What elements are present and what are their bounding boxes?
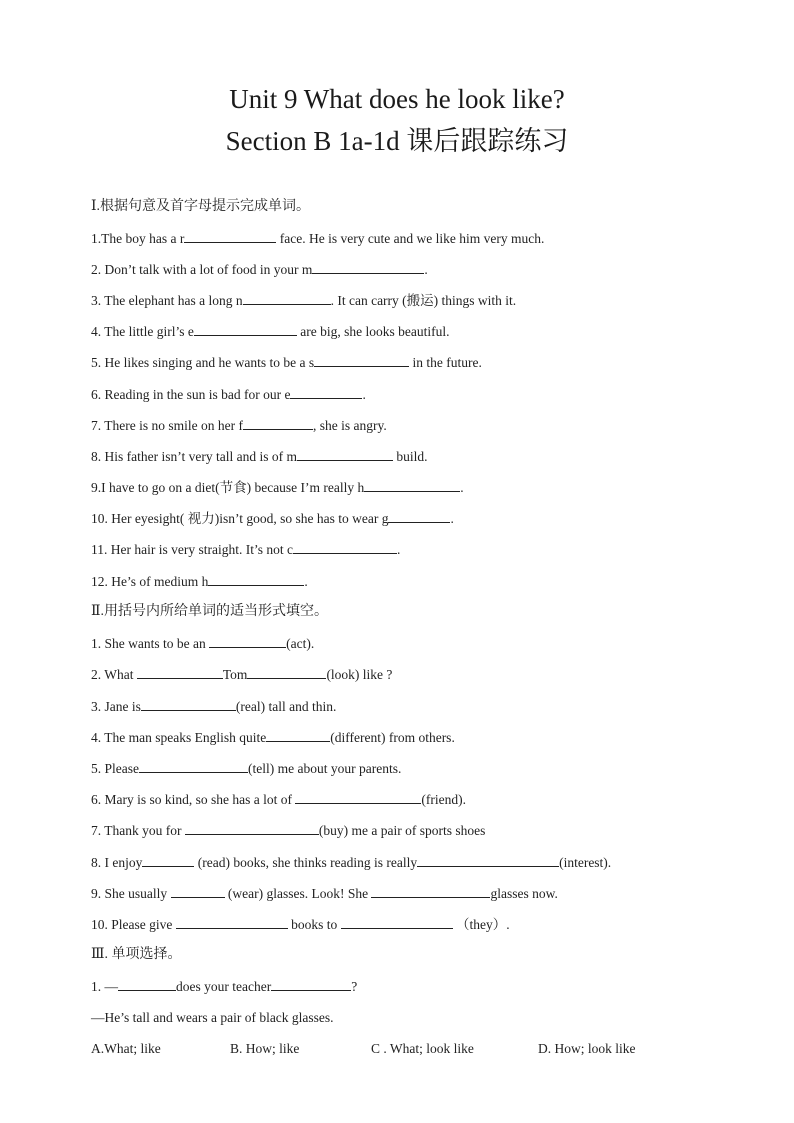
s2-item-1-hint: (act). — [286, 636, 315, 651]
s2-item-3-text: 3. Jane is — [91, 699, 141, 714]
s1-item-12-pre: 12. He’s of medium h — [91, 574, 209, 589]
answer-blank[interactable] — [185, 821, 319, 835]
answer-blank[interactable] — [341, 915, 453, 929]
answer-blank[interactable] — [295, 790, 421, 804]
s2-item-10-hint: （they）. — [452, 917, 510, 932]
s2-item-4 — [91, 728, 455, 747]
s1-item-8 — [91, 447, 427, 466]
s2-item-7 — [91, 821, 485, 840]
section-3-heading: Ⅲ. 单项选择。 — [91, 947, 182, 962]
s2-item-3-hint: (real) tall and thin. — [235, 699, 337, 714]
answer-blank[interactable] — [141, 697, 236, 711]
answer-blank[interactable] — [271, 977, 351, 991]
s2-item-4-hint: (different) from others. — [330, 730, 455, 745]
s1-item-8-post: build. — [392, 449, 428, 464]
s2-item-2-text-mid: Tom — [222, 667, 248, 682]
s2-item-5 — [91, 759, 401, 778]
answer-blank[interactable] — [312, 260, 424, 274]
answer-blank[interactable] — [176, 915, 288, 929]
s1-item-7-post: , she is angry. — [312, 418, 387, 433]
s2-item-6-hint: (friend). — [421, 792, 466, 807]
s2-item-6-text: 6. Mary is so kind, so she has a lot of — [91, 792, 296, 807]
s1-item-5-pre: 5. He likes singing and he wants to be a s — [91, 355, 315, 370]
answer-blank[interactable] — [293, 540, 397, 554]
s2-item-7-text: 7. Thank you for — [91, 823, 185, 838]
s2-item-8-text: 8. I enjoy — [91, 855, 143, 870]
answer-blank[interactable] — [208, 572, 304, 586]
s2-item-5-text: 5. Please — [91, 761, 139, 776]
answer-blank[interactable] — [184, 229, 276, 243]
answer-blank[interactable] — [243, 416, 313, 430]
s1-item-7-pre: 7. There is no smile on her f — [91, 418, 243, 433]
answer-blank[interactable] — [139, 759, 248, 773]
s1-item-4 — [91, 322, 449, 341]
s1-item-1-post: face. He is very cute and we like him very much. — [276, 231, 545, 246]
answer-blank[interactable] — [171, 884, 225, 898]
title-line-1: Unit 9 What does he look like? — [229, 84, 565, 114]
s2-item-10-text-mid: books to — [287, 917, 341, 932]
s2-item-2-hint: (look) like ? — [326, 667, 393, 682]
s1-item-10 — [91, 509, 454, 528]
s2-item-10-text: 10. Please give — [91, 917, 176, 932]
option-b[interactable]: B. How; like — [230, 1041, 300, 1056]
s2-item-9 — [91, 884, 558, 903]
s1-item-11-pre: 11. Her hair is very straight. It’s not c — [91, 542, 293, 557]
s2-item-2 — [91, 665, 392, 684]
s1-item-1 — [91, 229, 544, 248]
section-1-heading: Ⅰ.根据句意及首字母提示完成单词。 — [91, 199, 311, 214]
title-line-2: Section B 1a-1d 课后跟踪练习 — [225, 126, 569, 156]
s1-item-6-post: . — [362, 387, 366, 402]
s2-item-1 — [91, 634, 314, 653]
s1-item-4-post: are big, she looks beautiful. — [296, 324, 450, 339]
option-c[interactable]: C . What; look like — [371, 1041, 474, 1056]
s1-item-9 — [91, 478, 464, 497]
s2-item-10 — [91, 915, 510, 934]
s1-item-2 — [91, 260, 428, 279]
s2-item-1-text: 1. She wants to be an — [91, 636, 210, 651]
answer-blank[interactable] — [417, 853, 559, 867]
s2-item-3 — [91, 697, 336, 716]
s1-item-4-pre: 4. The little girl’s e — [91, 324, 194, 339]
s1-item-11-post: . — [396, 542, 401, 557]
answer-blank[interactable] — [266, 728, 330, 742]
s1-item-10-pre: 10. Her eyesight( 视力)isn’t good, so she has to wear g — [91, 511, 389, 526]
s2-item-4-text: 4. The man speaks English quite — [91, 730, 267, 745]
s3-question-1 — [91, 977, 357, 996]
s2-item-8-hint: (interest). — [559, 855, 612, 870]
answer-blank[interactable] — [290, 385, 362, 399]
s1-item-7 — [91, 416, 387, 435]
s1-item-9-post: . — [460, 480, 464, 495]
s1-item-3-post: . It can carry (搬运) things with it. — [330, 293, 517, 308]
s1-item-12-post: . — [304, 574, 308, 589]
s1-item-9-pre: 9.I have to go on a diet(节食) because I’m really h — [91, 480, 365, 495]
answer-blank[interactable] — [243, 291, 331, 305]
s3-question-end: ? — [351, 979, 358, 994]
s3-question-text-mid: does your teacher — [176, 979, 272, 994]
s1-item-5-post: in the future. — [409, 355, 482, 370]
s1-item-3 — [91, 291, 516, 310]
section-2-heading: Ⅱ.用括号内所给单词的适当形式填空。 — [91, 604, 329, 619]
answer-blank[interactable] — [118, 977, 176, 991]
answer-blank[interactable] — [314, 353, 409, 367]
s1-item-11 — [91, 540, 400, 559]
option-d[interactable]: D. How; look like — [538, 1041, 636, 1056]
s2-item-7-hint: (buy) me a pair of sports shoes — [318, 823, 486, 838]
s1-item-8-pre: 8. His father isn’t very tall and is of m — [91, 449, 297, 464]
s1-item-5 — [91, 353, 482, 372]
answer-blank[interactable] — [137, 665, 223, 679]
s1-item-6 — [91, 385, 366, 404]
answer-blank[interactable] — [142, 853, 194, 867]
s2-item-8 — [91, 853, 611, 872]
answer-blank[interactable] — [364, 478, 460, 492]
s1-item-12 — [91, 572, 308, 591]
s2-item-5-hint: (tell) me about your parents. — [248, 761, 402, 776]
s1-item-1-pre: 1.The boy has a r — [91, 231, 185, 246]
answer-blank[interactable] — [388, 509, 450, 523]
answer-blank[interactable] — [297, 447, 393, 461]
s3-answer-line: —He’s tall and wears a pair of black glasses. — [91, 1010, 334, 1025]
option-a[interactable]: A.What; like — [91, 1041, 161, 1056]
s2-item-6 — [91, 790, 466, 809]
s1-item-3-pre: 3. The elephant has a long n — [91, 293, 243, 308]
s2-item-9-end: glasses now. — [490, 886, 558, 901]
s2-item-9-text-mid: (wear) glasses. Look! She — [224, 886, 372, 901]
s2-item-2-text: 2. What — [91, 667, 137, 682]
answer-blank[interactable] — [194, 322, 297, 336]
s1-item-2-post: . — [424, 262, 428, 277]
s1-item-10-post: . — [450, 511, 454, 526]
answer-blank[interactable] — [209, 634, 286, 648]
s1-item-2-pre: 2. Don’t talk with a lot of food in your m — [91, 262, 313, 277]
s2-item-8-text-mid: (read) books, she thinks reading is really — [194, 855, 418, 870]
answer-blank[interactable] — [371, 884, 490, 898]
s2-item-9-text: 9. She usually — [91, 886, 171, 901]
s3-question-text: 1. — — [91, 979, 118, 994]
s1-item-6-pre: 6. Reading in the sun is bad for our e — [91, 387, 291, 402]
answer-blank[interactable] — [247, 665, 326, 679]
